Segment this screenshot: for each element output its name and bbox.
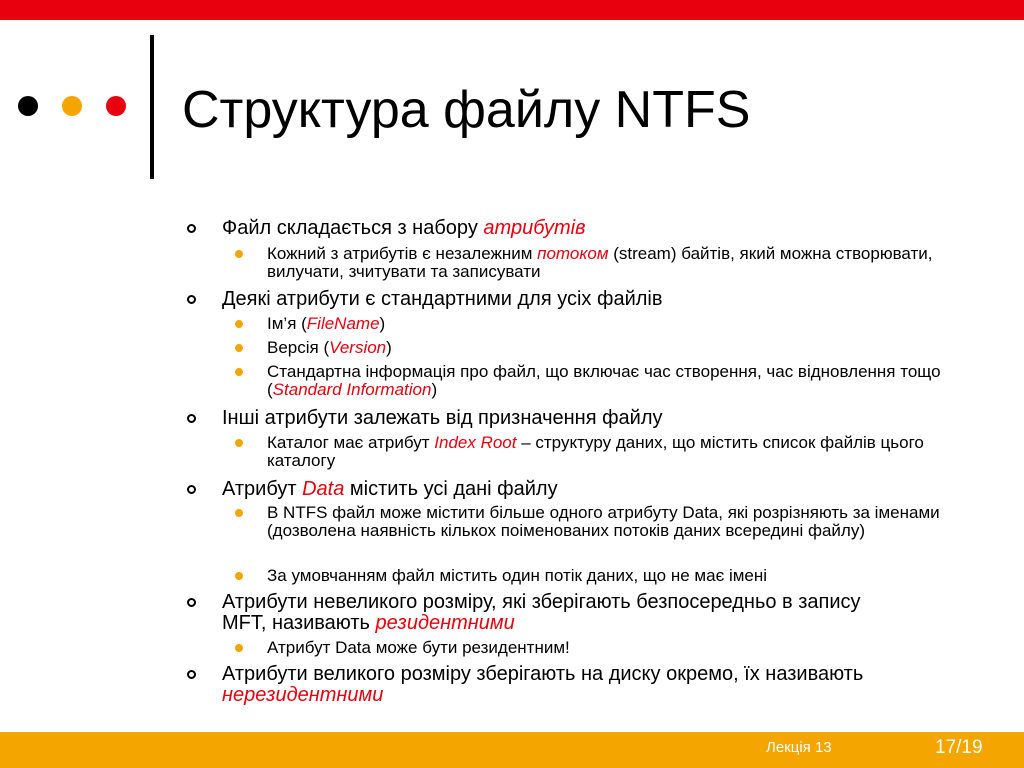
footer-bar [0,732,1024,768]
sub-bullet-text: За умовчанням файл містить один потік даних, що не має імені [267,566,768,585]
sub-bullet-text: Атрибут Data може бути резидентним! [267,638,570,657]
slide-title: Структура файлу NTFS [182,81,751,139]
level1-bullet [187,295,196,304]
level2-bullet [235,250,243,258]
level1-bullet [187,485,196,494]
level2-bullet [235,509,243,517]
sub-bullet-text: Ім’я (FileName) [267,314,386,333]
level2-bullet [235,644,243,652]
sub-bullet-text: Версія (Version) [267,338,392,357]
level1-bullet [187,598,196,607]
level2-bullet [235,344,243,352]
bullet-text: Файл складається з набору атрибутів [222,217,586,239]
page-number: 17/19 [935,737,983,758]
lecture-label: Лекція 13 [766,739,832,756]
sub-bullet-text: В NTFS файл може містити більше одного атрибуту Data, які розрізняють за іменами (дозволена наявність кількох поіменованих потоків даних всередині файлу) [267,503,940,540]
level2-bullet [235,320,243,328]
sub-bullet-text: Каталог має атрибут Index Root – структуру даних, що містить список файлів цього каталогу [267,433,924,470]
bullet-text: Атрибут Data містить усі дані файлу [222,478,558,500]
level2-bullet [235,439,243,447]
bullet-text: Деякі атрибути є стандартними для усіх файлів [222,288,663,310]
level2-bullet [235,572,243,580]
sub-bullet-text: Кожний з атрибутів є незалежним потоком (stream) байтів, який можна створювати, вилучати, зчитувати та записувати [267,244,933,281]
sub-bullet-text: Стандартна інформація про файл, що включає час створення, час відновлення тощо (Standard Information) [267,362,941,399]
bullet-text: Атрибути великого розміру зберігають на диску окремо, їх називають нерезидентними [222,663,864,706]
bullet-text: Атрибути невеликого розміру, які зберігають безпосередньо в запису MFT, називають резидентними [222,591,861,634]
level2-bullet [235,368,243,376]
level1-bullet [187,670,196,679]
level1-bullet [187,224,196,233]
bullet-text: Інші атрибути залежать від призначення файлу [222,407,663,429]
level1-bullet [187,414,196,423]
